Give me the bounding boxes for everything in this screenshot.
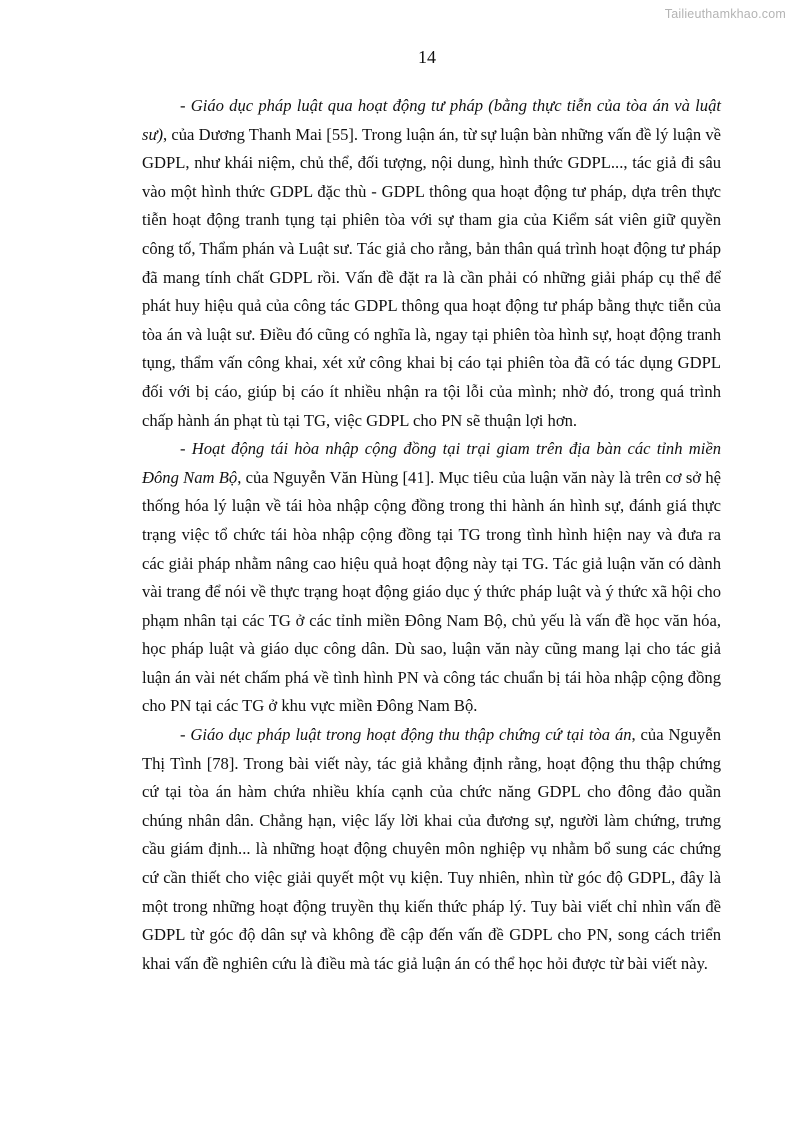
work-title: - Giáo dục pháp luật qua hoạt động tư pháp (bằng thực tiễn của tòa án và luật sư) (142, 96, 721, 144)
paragraph-text: , của Dương Thanh Mai [55]. Trong luận án, từ sự luận bàn những vấn đề lý luận về GDPL, như khái niệm, chủ thể, đối tượng, nội dung, hình thức GDPL..., tác giả đi sâu vào một hình thức GDPL đặc thù - GDPL thông qua hoạt động tư pháp, dựa trên thực tiễn hoạt động tranh tụng tại phiên tòa với sự tham gia của Kiểm sát viên giữ quyền công tố, Thẩm phán và Luật sư. Tác giả cho rằng, bản thân quá trình hoạt động tư pháp đã mang tính chất GDPL rồi. Vấn đề đặt ra là cần phải có những giải pháp cụ thể để phát huy hiệu quả của công tác GDPL thông qua hoạt động tư pháp bằng thực tiễn của tòa án và luật sư. Điều đó cũng có nghĩa là, ngay tại phiên tòa hình sự, hoạt động tranh tụng, thẩm vấn công khai, xét xử công khai bị cáo tại phiên tòa đã có tác dụng GDPL đối với bị cáo, giúp bị cáo ít nhiều nhận ra tội lỗi của mình; nhờ đó, trong quá trình chấp hành án phạt tù tại TG, việc GDPL cho PN sẽ thuận lợi hơn. (142, 124, 721, 430)
paragraph-text: , của Nguyễn Thị Tình [78]. Trong bài viết này, tác giả khẳng định rằng, hoạt động thu thập chứng cứ tại tòa án hàm chứa nhiều khía cạnh của chức năng GDPL cho đông đảo quần chúng nhân dân. Chẳng hạn, việc lấy lời khai của đương sự, người làm chứng, trưng cầu giám định... là những hoạt động chuyên môn nghiệp vụ nhằm bổ sung các chứng cứ cần thiết cho việc giải quyết một vụ kiện. Tuy nhiên, nhìn từ góc độ GDPL, đây là một trong những hoạt động truyền thụ kiến thức pháp lý. Tuy bài viết chỉ nhìn vấn đề GDPL từ góc độ dân sự và không đề cập đến vấn đề GDPL cho PN, song cách triển khai vấn đề nghiên cứu là điều mà tác giả luận án có thể học hỏi được từ bài viết này. (142, 725, 721, 973)
work-title: - Hoạt động tái hòa nhập cộng đồng tại trại giam trên địa bàn các tỉnh miền Đông Nam Bộ (142, 439, 721, 487)
watermark: Tailieuthamkhao.com (664, 7, 786, 21)
paragraph-duong-thanh-mai (142, 92, 721, 435)
document-body (142, 92, 721, 978)
page-number: 14 (418, 47, 436, 67)
paragraph-text: , của Nguyễn Văn Hùng [41]. Mục tiêu của luận văn này là trên cơ sở hệ thống hóa lý luận về tái hòa nhập cộng đồng trong thi hành án hình sự, đánh giá thực trạng việc tổ chức tái hòa nhập cộng đồng tại TG trong tình hình hiện nay và đưa ra các giải pháp nhằm nâng cao hiệu quả hoạt động này tại TG. Tác giả luận văn có dành vài trang để nói về thực trạng hoạt động giáo dục ý thức pháp luật và ý thức xã hội cho phạm nhân tại các TG ở các tỉnh miền Đông Nam Bộ, chủ yếu là vấn đề học văn hóa, học pháp luật và giáo dục công dân. Dù sao, luận văn này cũng mang lại cho tác giả luận án vài nét chấm phá về tình hình PN và công tác chuẩn bị tái hòa nhập cộng đồng cho PN tại các TG ở khu vực miền Đông Nam Bộ. (142, 467, 721, 716)
work-title: - Giáo dục pháp luật trong hoạt động thu thập chứng cứ tại tòa án (180, 725, 632, 745)
paragraph-nguyen-thi-tinh (142, 721, 721, 978)
paragraph-nguyen-van-hung (142, 435, 721, 721)
